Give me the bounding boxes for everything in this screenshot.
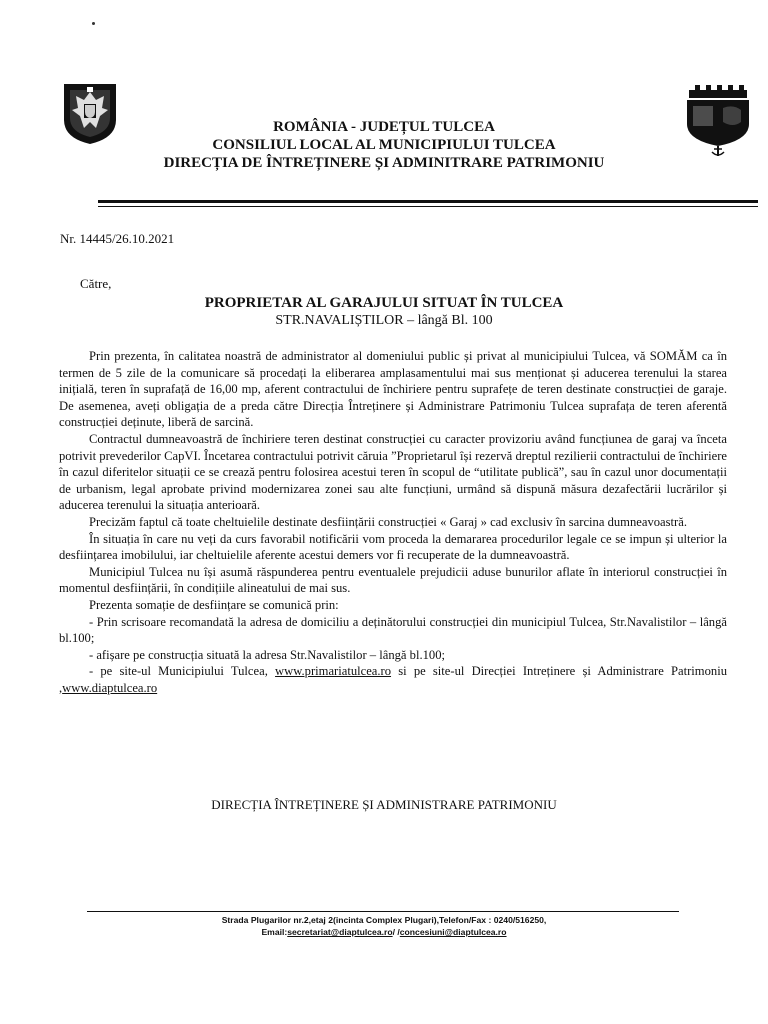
secretariat-email-link[interactable]: secretariat@diaptulcea.ro [287,927,393,937]
letter-body [59,348,727,696]
primaria-website-link[interactable]: www.primariatulcea.ro [275,664,392,679]
paragraph-contract: Contractul dumneavoastră de închiriere teren destinat construcției cu caracter provizoriu având funcțiunea de garaj va înceta potrivit prevederilor CapVI. Încetarea contractului potrivit căruia ”Proprietarul își rezervă dreptul rezilierii contractului de închiriere în cazul diferitelor situații ce se crează pentru folosirea acestui teren în scopul de “utilitate publică”, sau în cazul unor documentații de urbanism, legal aprobate privind modernizarea zonei sau alte funcțiuni, urmând să dispună măsura dezafectării lucrărilor și aducerea terenului la situația anterioară. [59,431,727,513]
bullet-websites [59,663,727,696]
footer-email-label: Email: [261,927,288,937]
header-rule-thick [98,200,758,203]
header-council: CONSILIUL LOCAL AL MUNICIPIULUI TULCEA [212,137,556,153]
header-rule-thin [98,206,758,207]
paragraph-legal-procedures: În situația în care nu veți da curs favorabil notificării vom proceda la demararea procedurilor legale ce se impun și ulterior la desființarea imobilului, iar cheltuielile aferente acestui demers vor fi recuperate de la dumneavoastră. [59,531,727,563]
signature-block: DIRECȚIA ÎNTREȚINERE ȘI ADMINISTRARE PATRIMONIU [211,797,557,812]
paragraph-communication: Prezenta somație de desființare se comunică prin: [89,597,339,612]
footer-rule [87,911,679,912]
paragraph-liability: Municipiul Tulcea nu își asumă răspunderea pentru eventualele prejudicii aduse bunurilor aflate în interiorul construcției în momentul desființării, în condițiile alineatului de mai sus. [59,564,727,596]
bullet-websites-text-1: - pe site-ul Municipiului Tulcea, [89,664,276,679]
recipient-address: STR.NAVALIȘTILOR – lângă Bl. 100 [275,313,493,328]
header-country-county: ROMÂNIA - JUDEȚUL TULCEA [273,119,495,135]
to-label: Către, [80,276,112,291]
concesiuni-email-link[interactable]: concesiuni@diaptulcea.ro [399,927,507,937]
diap-website-link[interactable]: www.diaptulcea.ro [62,680,158,695]
footer-address: Strada Plugarilor nr.2,etaj 2(incinta Complex Plugari),Telefon/Fax : 0240/516250, [221,915,547,925]
footer-emails [0,926,768,938]
recipient-title: PROPRIETAR AL GARAJULUI SITUAT ÎN TULCEA [204,295,564,311]
footer-email-separator: / / [392,927,400,937]
paragraph-costs: Precizăm faptul că toate cheltuielile destinate desființării construcției « Garaj » cad exclusiv în sarcina dumneavoastră. [89,514,687,529]
bullet-websites-text-2: si pe site-ul Direcției Intreținere și Administrare Patrimoniu , [59,664,727,695]
bullet-posting: - afișare pe construcția situată la adresa Str.Navalistilor – lângă bl.100; [89,647,446,662]
bullet-registered-letter: - Prin scrisoare recomandată la adresa de domiciliu a deținătorului construcției din municipiul Tulcea, Str.Navalistilor – lângă bl.100; [59,614,727,646]
scan-speck [92,22,95,25]
document-number: Nr. 14445/26.10.2021 [60,231,175,246]
header-directorate: DIRECȚIA DE ÎNTREȚINERE ȘI ADMINITRARE PATRIMONIU [163,155,605,171]
paragraph-summons: Prin prezenta, în calitatea noastră de administrator al domeniului public și privat al municipiului Tulcea, vă SOMĂM ca în termen de 5 zile de la comunicare să procedați la eliberarea amplasamentului mai sus menționat și aducerea terenului la starea inițială, teren în suprafață de 16,00 mp, aferent contractului de închiriere pentru suprafețe de teren destinate construcției de garaje. De asemenea, aveți obligația de a preda către Direcția Întreținere și Administrare Patrimoniu Tulcea suprafața de teren aferentă construcției deținute, liberă de sarcină. [59,349,727,430]
